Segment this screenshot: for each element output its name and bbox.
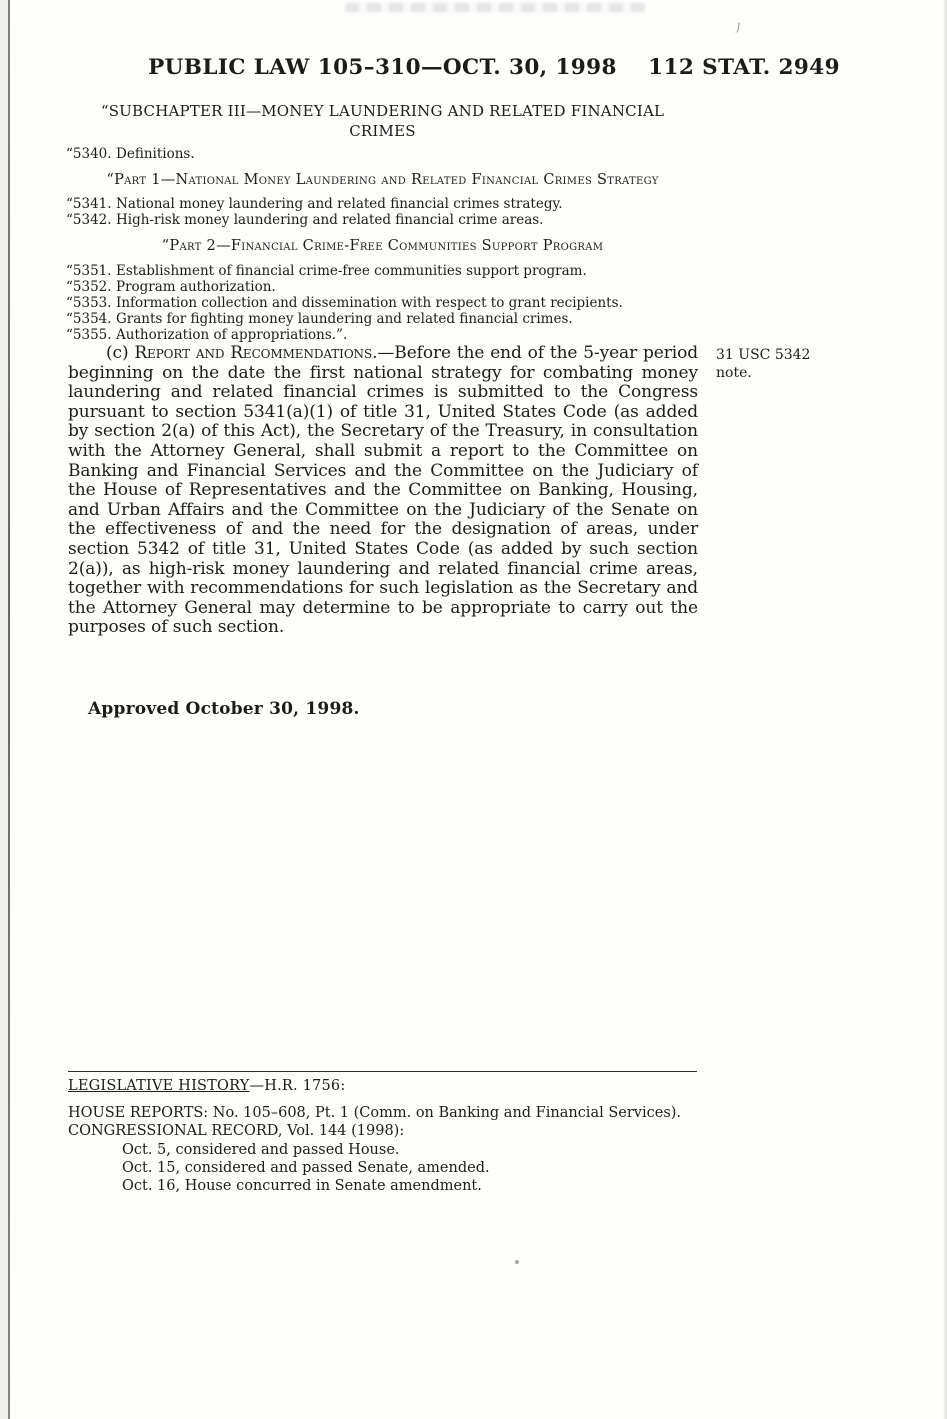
toc-entry-text: Grants for fighting money laundering and related financial crimes.	[116, 311, 573, 327]
legislative-history-title-text: LEGISLATIVE HISTORY	[68, 1078, 250, 1094]
margin-note-usc-citation: 31 USC 5342 note.	[716, 347, 811, 381]
toc-entry-5352	[66, 279, 706, 295]
toc-entry-number: “5340.	[66, 146, 112, 162]
subchapter-heading-line1: “SUBCHAPTER III—MONEY LAUNDERING AND RELATED FINANCIAL	[100, 102, 665, 120]
toc-entry-number: “5351.	[66, 263, 112, 279]
page-edge-shade	[943, 0, 947, 1419]
toc-entry-text: Establishment of financial crime-free communities support program.	[116, 263, 587, 279]
legislative-history-title	[68, 1078, 345, 1094]
section-c-heading: Report and Recommendations.—	[134, 343, 395, 363]
toc-entry-number: “5342.	[66, 212, 112, 228]
approval-line: Approved October 30, 1998.	[88, 699, 360, 719]
toc-entry-text: Information collection and dissemination with respect to grant recipients.	[116, 295, 623, 311]
scan-artifact-smudge	[345, 3, 645, 12]
legislative-history-bill-number: —H.R. 1756:	[249, 1078, 346, 1094]
page-edge-line	[8, 0, 10, 1419]
page-edge-strip	[0, 0, 8, 1419]
toc-entry-text: National money laundering and related financial crimes strategy.	[116, 196, 563, 212]
toc-entry-text: Authorization of appropriations.”.	[116, 327, 348, 343]
toc-entry-5342	[66, 212, 706, 228]
toc-entry-5341	[66, 196, 706, 212]
toc-entry-number: “5353.	[66, 295, 112, 311]
running-head-stat-citation: 112 STAT. 2949	[648, 55, 840, 80]
toc-entry-number: “5354.	[66, 311, 112, 327]
section-c-body-text: Before the end of the 5-year period beginning on the date the first national strategy for combating money laundering and related financial crimes is submitted to the Congress pursuant to section 5341(a)(1) of title 31, United States Code (as added by section 2(a) of this Act), the Secretary of the Treasury, in consultation with the Attorney General, shall submit a report to the Committee on Banking and Financial Services and the Committee on the Judiciary of the House of Representatives and the Committee on Banking, Housing, and Urban Affairs and the Committee on the Judiciary of the Senate on the effectiveness of and the need for the designation of areas, under section 5342 of title 31, United States Code (as added by such section 2(a)), as high-risk money laundering and related financial crime areas, together with recommendations for such legislation as the Secretary and the Attorney General may determine to be appropriate to carry out the purposes of such section.	[68, 343, 698, 638]
toc-entry-number: “5341.	[66, 196, 112, 212]
section-c-paragraph	[68, 344, 698, 638]
subchapter-heading-line2: CRIMES	[349, 122, 416, 140]
legislative-history-congressional-record: CONGRESSIONAL RECORD, Vol. 144 (1998):	[68, 1123, 405, 1139]
record-entry-oct15: Oct. 15, considered and passed Senate, amended.	[122, 1160, 490, 1176]
subchapter-heading	[68, 101, 697, 141]
toc-entry-5340	[66, 146, 706, 162]
scan-artifact-mark	[732, 22, 739, 34]
toc-entry-5351	[66, 263, 706, 279]
running-head-law-title: PUBLIC LAW 105–310—OCT. 30, 1998	[148, 55, 617, 80]
scan-artifact-dot	[515, 1260, 519, 1264]
toc-entry-5354	[66, 311, 706, 327]
record-entry-oct5: Oct. 5, considered and passed House.	[122, 1142, 400, 1158]
toc-entry-text: Definitions.	[116, 146, 195, 162]
section-c-label: (c)	[106, 343, 135, 363]
toc-entry-5353	[66, 295, 706, 311]
toc-part1-heading: “Part 1—National Money Laundering and Related Financial Crimes Strategy	[106, 172, 659, 188]
record-entry-oct16: Oct. 16, House concurred in Senate amendment.	[122, 1178, 482, 1194]
legislative-history-house-reports: HOUSE REPORTS: No. 105–608, Pt. 1 (Comm. on Banking and Financial Services).	[68, 1105, 682, 1121]
toc-entry-number: “5352.	[66, 279, 112, 295]
toc-entry-text: High-risk money laundering and related financial crime areas.	[116, 212, 544, 228]
toc-entry-text: Program authorization.	[116, 279, 276, 295]
toc-entry-number: “5355.	[66, 327, 112, 343]
toc-entry-5355	[66, 327, 706, 343]
legislative-history-rule	[68, 1071, 697, 1072]
toc-part2-heading: “Part 2—Financial Crime-Free Communities Support Program	[161, 238, 604, 254]
